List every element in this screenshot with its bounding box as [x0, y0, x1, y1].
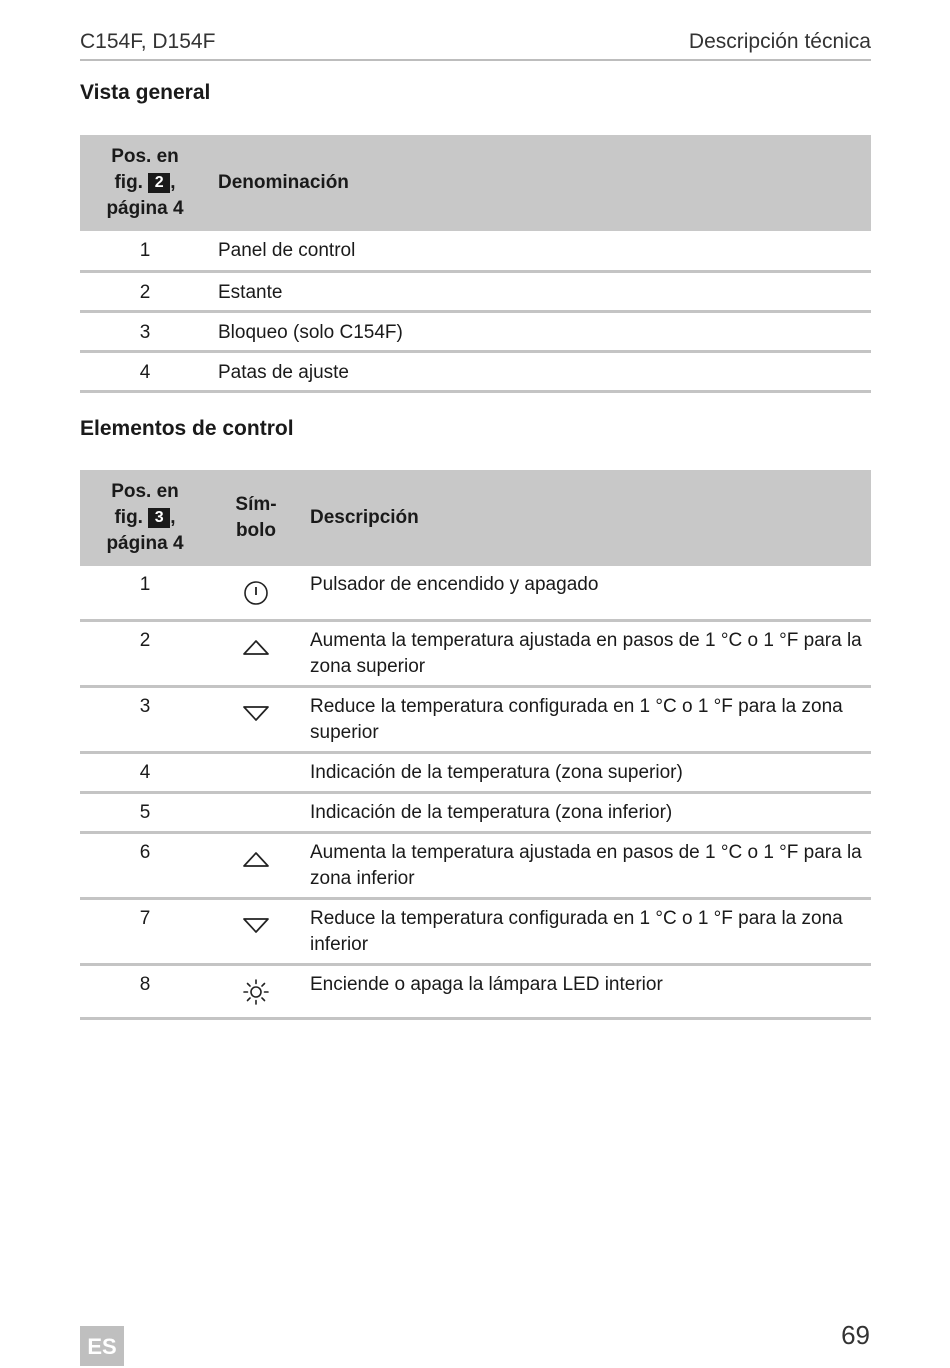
row-description: Indicación de la temperatura (zona superior)	[302, 752, 871, 792]
overview-table	[80, 135, 871, 393]
fig-comma: ,	[170, 172, 176, 193]
row-pos: 3	[80, 686, 210, 752]
controls-header-row	[80, 470, 871, 566]
table-row	[80, 231, 871, 271]
row-pos: 2	[80, 271, 210, 311]
row-symbol	[210, 832, 302, 898]
col-header-pos-line2	[80, 505, 210, 531]
row-name: Bloqueo (solo C154F)	[210, 311, 871, 351]
row-pos: 1	[80, 566, 210, 620]
row-pos: 4	[80, 351, 210, 391]
row-name: Patas de ajuste	[210, 351, 871, 391]
row-name: Panel de control	[210, 231, 871, 271]
col-header-pos-line1: Pos. en	[111, 146, 179, 167]
section-name: Descripción técnica	[688, 30, 871, 53]
row-symbol	[210, 898, 302, 964]
model-name: C154F, D154F	[80, 30, 216, 53]
power-icon	[243, 580, 269, 606]
row-description: Indicación de la temperatura (zona inferior)	[302, 792, 871, 832]
table-row	[80, 898, 871, 964]
light-icon	[242, 978, 270, 1006]
col-header-pos-line1: Pos. en	[111, 481, 179, 502]
table-row	[80, 752, 871, 792]
fig-label: fig.	[114, 172, 143, 193]
table-row	[80, 271, 871, 311]
table-row	[80, 566, 871, 620]
table-row	[80, 351, 871, 391]
row-pos: 3	[80, 311, 210, 351]
arrow-down-icon	[242, 704, 270, 722]
page-number: 69	[841, 1320, 870, 1350]
row-pos: 5	[80, 792, 210, 832]
col-header-symbol-line2: bolo	[235, 520, 277, 541]
col-header-symbol-line1: Sím-	[235, 494, 277, 515]
row-symbol	[210, 964, 302, 1018]
col-header-name: Denominación	[218, 172, 349, 193]
overview-header-row	[80, 135, 871, 231]
fig-label: fig.	[114, 507, 143, 528]
row-pos: 4	[80, 752, 210, 792]
row-symbol	[210, 792, 302, 832]
row-symbol	[210, 686, 302, 752]
col-header-symbol	[210, 470, 302, 566]
col-header-pos-line3: página 4	[106, 533, 184, 554]
row-symbol	[210, 620, 302, 686]
row-name: Estante	[210, 271, 871, 311]
row-description: Pulsador de encendido y apagado	[302, 566, 871, 620]
row-description: Enciende o apaga la lámpara LED interior	[302, 964, 871, 1018]
figure-number-badge: 3	[148, 508, 170, 528]
row-description: Reduce la temperatura configurada en 1 °C o 1 °F para la zona superior	[302, 686, 871, 752]
row-symbol	[210, 566, 302, 620]
row-description: Aumenta la temperatura ajustada en pasos de 1 °C o 1 °F para la zona superior	[302, 620, 871, 686]
language-badge: ES	[80, 1326, 124, 1366]
figure-number-badge: 2	[148, 173, 170, 193]
table-row	[80, 964, 871, 1018]
row-pos: 2	[80, 620, 210, 686]
row-pos: 8	[80, 964, 210, 1018]
controls-title: Elementos de control	[80, 417, 294, 440]
arrow-down-icon	[242, 916, 270, 934]
row-pos: 1	[80, 231, 210, 271]
table-row	[80, 832, 871, 898]
row-description: Aumenta la temperatura ajustada en pasos de 1 °C o 1 °F para la zona inferior	[302, 832, 871, 898]
col-header-description: Descripción	[310, 507, 419, 528]
row-symbol	[210, 752, 302, 792]
row-description: Reduce la temperatura configurada en 1 °C o 1 °F para la zona inferior	[302, 898, 871, 964]
col-header-pos	[80, 470, 210, 566]
arrow-up-icon	[242, 850, 270, 868]
table-row	[80, 792, 871, 832]
table-row	[80, 311, 871, 351]
row-pos: 7	[80, 898, 210, 964]
row-pos: 6	[80, 832, 210, 898]
table-row	[80, 620, 871, 686]
table-row	[80, 686, 871, 752]
col-header-pos	[80, 135, 210, 231]
arrow-up-icon	[242, 638, 270, 656]
page-header	[80, 30, 871, 61]
controls-table	[80, 470, 871, 1020]
fig-comma: ,	[170, 507, 176, 528]
col-header-pos-line3: página 4	[106, 198, 184, 219]
col-header-pos-line2	[80, 170, 210, 196]
overview-title: Vista general	[80, 81, 211, 104]
